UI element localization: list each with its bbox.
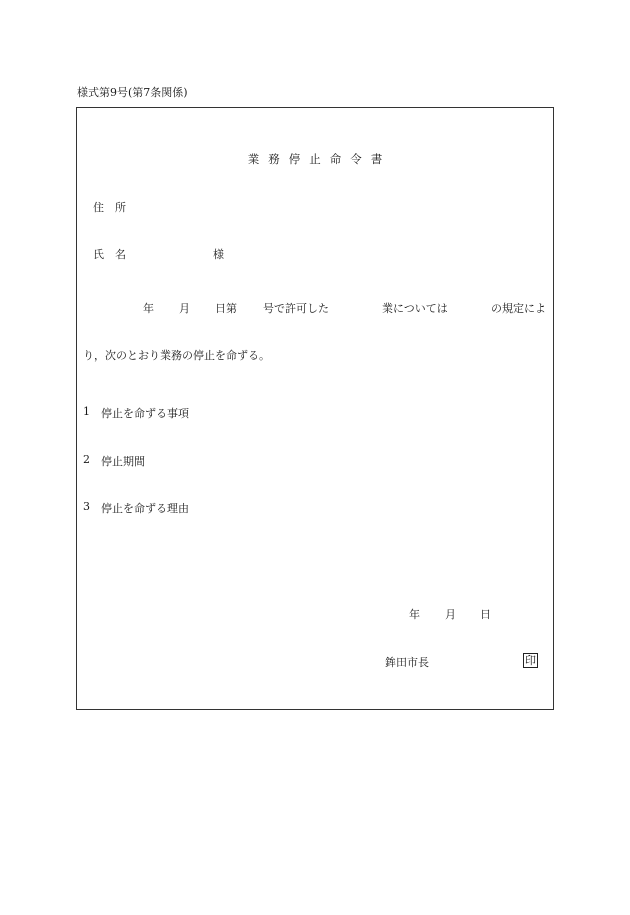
seal-label: 印 bbox=[525, 654, 536, 667]
body-day-number: 日第 bbox=[215, 302, 237, 315]
form-number-label: 様式第9号(第7条関係) bbox=[77, 86, 188, 99]
date-day: 日 bbox=[480, 608, 491, 621]
name-label: 氏 名 bbox=[93, 248, 126, 261]
document-title: 業務停止命令書 bbox=[247, 152, 392, 166]
address-label: 住 所 bbox=[93, 201, 126, 214]
body-business: 業については bbox=[382, 302, 448, 315]
body-line-2: り，次のとおり業務の停止を命ずる。 bbox=[83, 349, 270, 362]
seal-mark bbox=[523, 653, 538, 668]
body-month: 月 bbox=[179, 302, 190, 315]
body-rule: の規定によ bbox=[491, 302, 546, 315]
date-year: 年 bbox=[409, 608, 420, 621]
item-1-number: 1 bbox=[83, 405, 90, 418]
honorific-sama: 様 bbox=[213, 248, 224, 261]
document-frame bbox=[76, 107, 554, 710]
date-month: 月 bbox=[445, 608, 456, 621]
item-2-text: 停止期間 bbox=[101, 455, 145, 468]
item-1-text: 停止を命ずる事項 bbox=[101, 407, 189, 420]
item-3-text: 停止を命ずる理由 bbox=[101, 502, 189, 515]
body-permit: 号で許可した bbox=[263, 302, 329, 315]
body-year: 年 bbox=[143, 302, 154, 315]
item-3-number: 3 bbox=[83, 500, 90, 513]
item-2-number: 2 bbox=[83, 453, 90, 466]
issuer-name: 鉾田市長 bbox=[385, 656, 429, 669]
